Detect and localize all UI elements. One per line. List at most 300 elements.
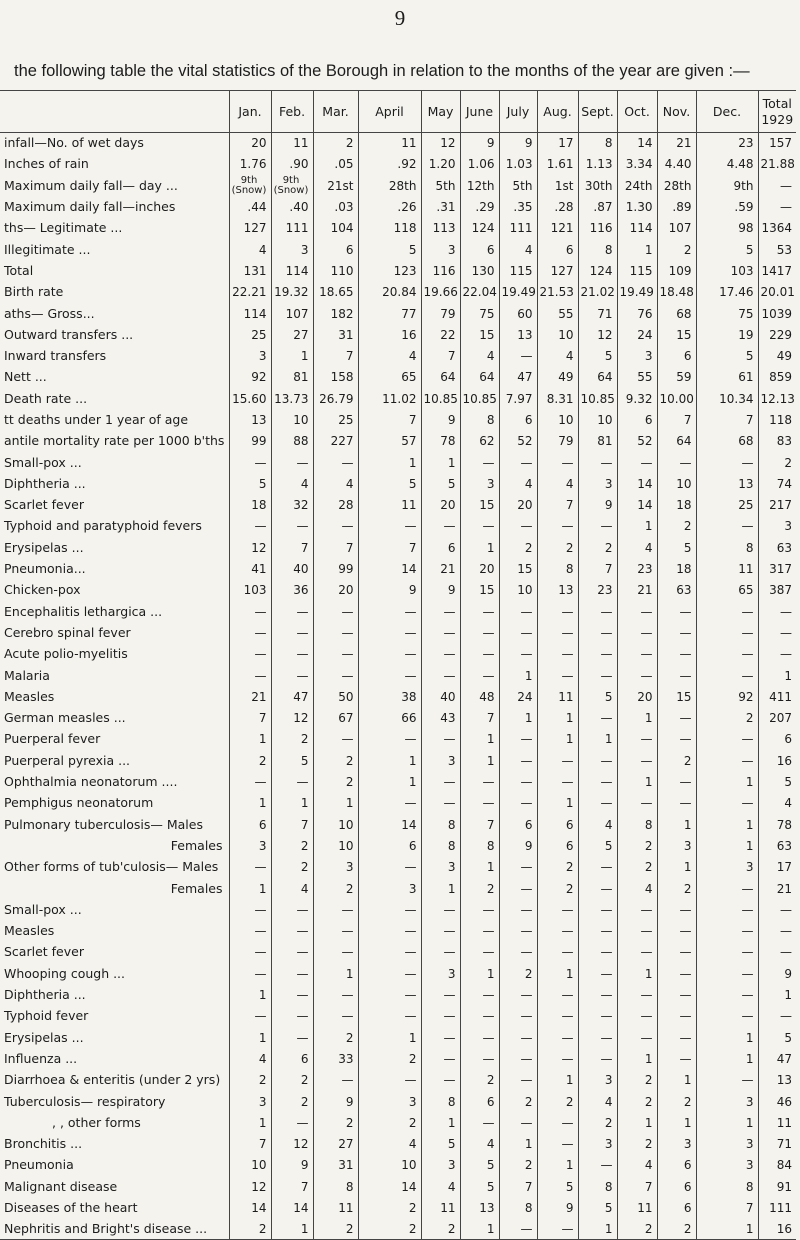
cell-value: 4	[617, 1155, 657, 1176]
cell-value: —	[460, 516, 499, 537]
cell-value: 9	[758, 963, 796, 984]
cell-value: 2	[657, 516, 696, 537]
cell-value: 158	[313, 367, 358, 388]
cell-value: —	[358, 644, 421, 665]
cell-value: 68	[657, 303, 696, 324]
cell-value: 7	[358, 537, 421, 558]
cell-value: 18	[229, 495, 271, 516]
cell-value: —	[499, 878, 537, 899]
cell-value: 1	[617, 1048, 657, 1069]
cell-value: 77	[358, 303, 421, 324]
cell-value: 1	[313, 963, 358, 984]
table-row	[0, 516, 796, 537]
cell-value: 43	[421, 708, 460, 729]
cell-value: 55	[617, 367, 657, 388]
cell-value: —	[578, 920, 617, 941]
cell-value: .87	[578, 196, 617, 217]
cell-value: .35	[499, 196, 537, 217]
cell-value: 1.03	[499, 154, 537, 175]
column-header: Total 1929	[758, 91, 796, 133]
row-label	[0, 218, 229, 239]
cell-value: 24th	[617, 175, 657, 196]
row-label	[0, 409, 229, 430]
cell-value: 25	[696, 495, 758, 516]
cell-value: —	[229, 665, 271, 686]
cell-value: 18	[657, 558, 696, 579]
cell-value: 1.61	[537, 154, 578, 175]
cell-value: .90	[271, 154, 313, 175]
cell-value: —	[358, 1070, 421, 1091]
cell-value: 2	[657, 878, 696, 899]
cell-value: —	[499, 1070, 537, 1091]
cell-value: 1	[617, 708, 657, 729]
cell-value: 13	[499, 324, 537, 345]
cell-value: 9	[421, 409, 460, 430]
cell-value: —	[460, 793, 499, 814]
cell-value: 8	[421, 835, 460, 856]
table-row	[0, 771, 796, 792]
cell-value: 114	[617, 218, 657, 239]
row-label	[0, 793, 229, 814]
cell-value: —	[421, 920, 460, 941]
cell-value: —	[537, 920, 578, 941]
row-label	[0, 1133, 229, 1154]
cell-value: 1	[358, 1027, 421, 1048]
cell-value: 2	[229, 1219, 271, 1240]
cell-value: 104	[313, 218, 358, 239]
cell-value: 3	[657, 835, 696, 856]
cell-value: 2	[617, 1133, 657, 1154]
cell-value: —	[578, 644, 617, 665]
cell-value: —	[229, 920, 271, 941]
row-label-text: Typhoid fever	[4, 1008, 89, 1024]
cell-value: 4	[313, 473, 358, 494]
cell-value: 1	[657, 1112, 696, 1133]
cell-value: —	[537, 899, 578, 920]
cell-value: 15	[657, 686, 696, 707]
row-label	[0, 835, 229, 856]
row-label-text: Puerperal pyrexia ...	[4, 752, 131, 768]
cell-value: 10	[313, 814, 358, 835]
cell-value: 23	[696, 133, 758, 154]
cell-value: —	[499, 942, 537, 963]
cell-value: —	[499, 750, 537, 771]
cell-value: —	[758, 644, 796, 665]
cell-value: 2	[657, 1219, 696, 1240]
cell-value: —	[271, 771, 313, 792]
row-label-text: Whooping cough ...	[4, 965, 126, 981]
cell-value: —	[657, 644, 696, 665]
row-label-text: Females	[170, 837, 223, 853]
cell-value: 2	[313, 133, 358, 154]
cell-value: 6	[421, 537, 460, 558]
cell-value: —	[578, 878, 617, 899]
cell-value: 4	[358, 345, 421, 366]
row-label-text: Other forms of tub'culosis— Males	[4, 859, 219, 875]
cell-value: 8.31	[537, 388, 578, 409]
column-header: April	[358, 91, 421, 133]
cell-value: .26	[358, 196, 421, 217]
cell-value: 4	[229, 239, 271, 260]
row-label	[0, 814, 229, 835]
cell-value: 1	[537, 729, 578, 750]
cell-value: 114	[229, 303, 271, 324]
cell-value: 1	[578, 729, 617, 750]
cell-value: —	[537, 771, 578, 792]
page-number: 9	[394, 6, 406, 30]
cell-value: 2	[313, 750, 358, 771]
row-label-text: Diphtheria ...	[4, 987, 86, 1003]
cell-value: —	[537, 750, 578, 771]
cell-value: 1364	[758, 218, 796, 239]
cell-value: 229	[758, 324, 796, 345]
cell-value: 3	[696, 1155, 758, 1176]
cell-value: 2	[358, 1112, 421, 1133]
cell-value: —	[578, 1155, 617, 1176]
cell-value: 6	[617, 409, 657, 430]
cell-value: 6	[657, 1197, 696, 1218]
cell-value: 64	[460, 367, 499, 388]
cell-value: 7	[460, 708, 499, 729]
table-row	[0, 601, 796, 622]
cell-value: 6	[758, 729, 796, 750]
cell-value: —	[421, 771, 460, 792]
cell-value: 1	[537, 963, 578, 984]
column-header: July	[499, 91, 537, 133]
cell-value: 9th (Snow)	[229, 175, 271, 196]
cell-value: 20	[229, 133, 271, 154]
table-row	[0, 644, 796, 665]
cell-value: —	[657, 1048, 696, 1069]
cell-value: 4	[578, 1091, 617, 1112]
cell-value: —	[617, 899, 657, 920]
cell-value: 8	[460, 409, 499, 430]
row-label-text: Death rate ...	[4, 390, 88, 406]
cell-value: —	[229, 857, 271, 878]
cell-value: —	[358, 729, 421, 750]
cell-value: 5	[421, 473, 460, 494]
cell-value: 14	[358, 814, 421, 835]
cell-value: 47	[499, 367, 537, 388]
cell-value: 8	[578, 239, 617, 260]
cell-value: —	[578, 750, 617, 771]
cell-value: 227	[313, 431, 358, 452]
cell-value: —	[421, 516, 460, 537]
column-header: Dec.	[696, 91, 758, 133]
cell-value: —	[696, 963, 758, 984]
cell-value: 13	[758, 1070, 796, 1091]
cell-value: 387	[758, 580, 796, 601]
cell-value: 53	[758, 239, 796, 260]
cell-value: —	[537, 665, 578, 686]
cell-value: .05	[313, 154, 358, 175]
cell-value: —	[578, 942, 617, 963]
cell-value: 7	[313, 345, 358, 366]
cell-value: —	[499, 1112, 537, 1133]
cell-value: 17.46	[696, 282, 758, 303]
cell-value: .59	[696, 196, 758, 217]
cell-value: 16	[758, 750, 796, 771]
cell-value: 1	[758, 984, 796, 1005]
cell-value: 20.84	[358, 282, 421, 303]
cell-value: —	[758, 175, 796, 196]
cell-value: 2	[537, 537, 578, 558]
cell-value: 11	[271, 133, 313, 154]
cell-value: 83	[758, 431, 796, 452]
cell-value: 33	[313, 1048, 358, 1069]
cell-value: —	[696, 729, 758, 750]
cell-value: 4	[271, 473, 313, 494]
cell-value: 5	[578, 686, 617, 707]
cell-value: 15.60	[229, 388, 271, 409]
cell-value: —	[499, 920, 537, 941]
cell-value: 22	[421, 324, 460, 345]
cell-value: —	[358, 793, 421, 814]
cell-value: —	[229, 899, 271, 920]
row-label	[0, 644, 229, 665]
cell-value: —	[617, 942, 657, 963]
cell-value: 2	[271, 857, 313, 878]
cell-value: 6	[229, 814, 271, 835]
cell-value: 7	[696, 1197, 758, 1218]
cell-value: 2	[271, 1070, 313, 1091]
row-label-text: Birth rate	[4, 284, 64, 300]
cell-value: 27	[313, 1133, 358, 1154]
row-label	[0, 580, 229, 601]
cell-value: 1	[229, 729, 271, 750]
column-header: Sept.	[578, 91, 617, 133]
cell-value: —	[696, 920, 758, 941]
cell-value: 2	[578, 537, 617, 558]
table-row	[0, 154, 796, 175]
row-label-text: Erysipelas ...	[4, 539, 84, 555]
table-row	[0, 963, 796, 984]
cell-value: 859	[758, 367, 796, 388]
cell-value: 18.48	[657, 282, 696, 303]
cell-value: 47	[271, 686, 313, 707]
table-row	[0, 1027, 796, 1048]
cell-value: 1.76	[229, 154, 271, 175]
cell-value: —	[617, 665, 657, 686]
cell-value: 1417	[758, 260, 796, 281]
cell-value: 14	[617, 133, 657, 154]
cell-value: —	[657, 452, 696, 473]
cell-value: 10	[271, 409, 313, 430]
cell-value: —	[358, 920, 421, 941]
row-label	[0, 431, 229, 452]
cell-value: 7.97	[499, 388, 537, 409]
cell-value: 98	[696, 218, 758, 239]
cell-value: 63	[657, 580, 696, 601]
cell-value: 28th	[358, 175, 421, 196]
cell-value: —	[229, 452, 271, 473]
cell-value: —	[578, 665, 617, 686]
table-row	[0, 686, 796, 707]
row-label	[0, 495, 229, 516]
cell-value: .03	[313, 196, 358, 217]
cell-value: 5	[758, 771, 796, 792]
cell-value: 113	[421, 218, 460, 239]
row-label-text: Diseases of the heart	[4, 1199, 138, 1215]
table-row	[0, 1091, 796, 1112]
cell-value: 63	[758, 537, 796, 558]
cell-value: —	[657, 601, 696, 622]
cell-value: 14	[617, 495, 657, 516]
cell-value: .44	[229, 196, 271, 217]
cell-value: 111	[271, 218, 313, 239]
cell-value: 127	[537, 260, 578, 281]
row-label	[0, 388, 229, 409]
cell-value: —	[358, 516, 421, 537]
cell-value: 12.13	[758, 388, 796, 409]
cell-value: 6	[499, 814, 537, 835]
row-label	[0, 367, 229, 388]
cell-value: 40	[421, 686, 460, 707]
cell-value: 65	[358, 367, 421, 388]
cell-value: 1	[460, 963, 499, 984]
row-label	[0, 1006, 229, 1027]
row-label	[0, 1091, 229, 1112]
cell-value: —	[460, 1006, 499, 1027]
row-label	[0, 260, 229, 281]
cell-value: 4.40	[657, 154, 696, 175]
row-label	[0, 1070, 229, 1091]
cell-value: 116	[578, 218, 617, 239]
cell-value: —	[271, 1006, 313, 1027]
cell-value: 5	[657, 537, 696, 558]
cell-value: 10	[578, 409, 617, 430]
cell-value: —	[460, 942, 499, 963]
cell-value: 15	[460, 580, 499, 601]
cell-value: 7	[229, 708, 271, 729]
cell-value: —	[460, 452, 499, 473]
column-header: Feb.	[271, 91, 313, 133]
cell-value: 4	[537, 345, 578, 366]
cell-value: —	[578, 793, 617, 814]
cell-value: —	[421, 665, 460, 686]
cell-value: 15	[460, 495, 499, 516]
cell-value: —	[617, 793, 657, 814]
cell-value: 3	[358, 1091, 421, 1112]
cell-value: —	[696, 1070, 758, 1091]
cell-value: 2	[657, 1091, 696, 1112]
cell-value: —	[696, 452, 758, 473]
cell-value: —	[696, 601, 758, 622]
cell-value: —	[578, 771, 617, 792]
cell-value: —	[617, 750, 657, 771]
row-label	[0, 175, 229, 196]
row-label	[0, 750, 229, 771]
table-row	[0, 196, 796, 217]
cell-value: 19.49	[617, 282, 657, 303]
cell-value: 74	[758, 473, 796, 494]
cell-value: —	[229, 771, 271, 792]
cell-value: 2	[271, 835, 313, 856]
cell-value: 9	[578, 495, 617, 516]
cell-value: 21	[617, 580, 657, 601]
cell-value: —	[499, 899, 537, 920]
cell-value: 6	[657, 345, 696, 366]
cell-value: 111	[758, 1197, 796, 1218]
cell-value: 11	[313, 1197, 358, 1218]
column-header: Nov.	[657, 91, 696, 133]
cell-value: 1	[696, 1112, 758, 1133]
cell-value: 9.32	[617, 388, 657, 409]
cell-value: —	[578, 857, 617, 878]
cell-value: 1	[617, 1112, 657, 1133]
row-label-text: Small-pox ...	[4, 454, 82, 470]
cell-value: 2	[229, 750, 271, 771]
cell-value: 1	[537, 1155, 578, 1176]
row-label-text: German measles ...	[4, 710, 126, 726]
row-label-text: Scarlet fever	[4, 497, 84, 513]
cell-value: 9	[421, 580, 460, 601]
row-label	[0, 984, 229, 1005]
cell-value: 6	[271, 1048, 313, 1069]
cell-value: 15	[460, 324, 499, 345]
cell-value: —	[313, 899, 358, 920]
column-header: Oct.	[617, 91, 657, 133]
row-label	[0, 345, 229, 366]
cell-value: 4	[271, 878, 313, 899]
table-row	[0, 1176, 796, 1197]
cell-value: 1	[229, 793, 271, 814]
cell-value: —	[499, 771, 537, 792]
cell-value: 1	[271, 1219, 313, 1240]
cell-value: 36	[271, 580, 313, 601]
cell-value: 1	[758, 665, 796, 686]
cell-value: —	[657, 942, 696, 963]
cell-value: 4	[617, 878, 657, 899]
row-label-text: Typhoid and paratyphoid fevers	[4, 518, 202, 534]
cell-value: 2	[271, 729, 313, 750]
table-row	[0, 857, 796, 878]
cell-value: 6	[537, 835, 578, 856]
cell-value: —	[758, 622, 796, 643]
cell-value: 22.04	[460, 282, 499, 303]
cell-value: 4	[421, 1176, 460, 1197]
cell-value: —	[758, 601, 796, 622]
row-label	[0, 622, 229, 643]
cell-value: 19.49	[499, 282, 537, 303]
cell-value: 10.85	[421, 388, 460, 409]
cell-value: 28	[313, 495, 358, 516]
row-label-text: Diarrhoea & enteritis (under 2 yrs)	[4, 1072, 221, 1088]
cell-value: 21	[758, 878, 796, 899]
cell-value: —	[537, 1112, 578, 1133]
cell-value: —	[657, 1006, 696, 1027]
cell-value: 2	[313, 1027, 358, 1048]
cell-value: 11	[421, 1197, 460, 1218]
cell-value: —	[460, 1048, 499, 1069]
cell-value: —	[696, 793, 758, 814]
cell-value: 1039	[758, 303, 796, 324]
cell-value: 68	[696, 431, 758, 452]
cell-value: —	[271, 601, 313, 622]
cell-value: 10.34	[696, 388, 758, 409]
cell-value: —	[578, 516, 617, 537]
table-row	[0, 1155, 796, 1176]
cell-value: 2	[657, 239, 696, 260]
cell-value: 1	[578, 1219, 617, 1240]
cell-value: 157	[758, 133, 796, 154]
table-row	[0, 303, 796, 324]
cell-value: 9th (Snow)	[271, 175, 313, 196]
cell-value: 5	[229, 473, 271, 494]
corner-cell	[0, 91, 229, 133]
cell-value: 49	[758, 345, 796, 366]
cell-value: 20	[421, 495, 460, 516]
